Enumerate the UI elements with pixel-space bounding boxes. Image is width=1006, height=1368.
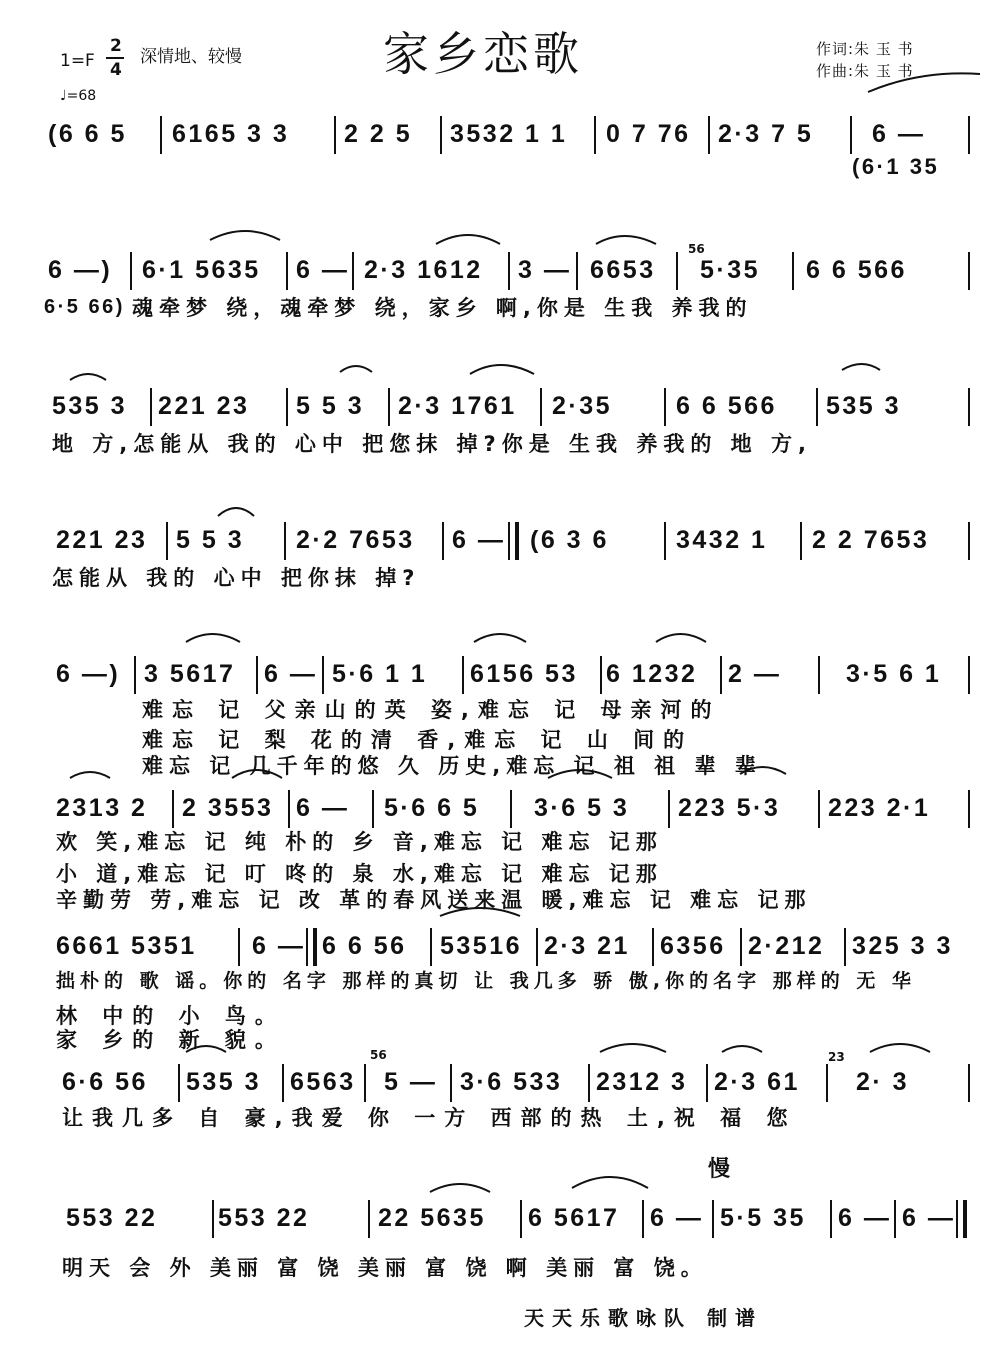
time-denominator: 4	[110, 60, 122, 80]
lyric-line: 魂牵梦 绕，魂牵梦 绕，家乡 啊,你是 生我 养我的	[132, 296, 753, 320]
measure: 553 22	[66, 1204, 158, 1232]
measure: 6156 53	[470, 660, 578, 688]
measure: 2312 3	[596, 1068, 688, 1096]
measure: 5·6 6 5	[384, 794, 480, 822]
slur-icon	[596, 236, 656, 244]
measure: 6 1232	[606, 660, 698, 688]
measure: 6 —	[296, 256, 350, 284]
signature-flourish-icon	[868, 73, 980, 92]
measure: 6 5617	[528, 1204, 620, 1232]
tempo-mark: 慢	[708, 1157, 731, 1182]
measure: 3·6 5 3	[534, 794, 630, 822]
measure: 6165 3 3	[172, 120, 290, 148]
measure: 2313 2	[56, 794, 148, 822]
measure: 6 —	[296, 794, 350, 822]
measure: 535 3	[186, 1068, 262, 1096]
measure: 6 6 566	[676, 392, 777, 420]
measure: 2·3 21	[544, 932, 630, 960]
measure: 2·3 1761	[398, 392, 517, 420]
lyric-line: 难忘 记 几千年的悠 久 历史,难忘 记 祖 祖 辈 辈	[142, 754, 762, 778]
measure: 325 3 3	[852, 932, 953, 960]
slur-icon	[218, 508, 254, 516]
measure: 6563	[290, 1068, 356, 1096]
metronome-mark: ♩=68	[60, 88, 97, 104]
slur-icon	[70, 374, 106, 380]
measure: 223 5·3	[678, 794, 781, 822]
slur-icon	[600, 1044, 666, 1052]
measure: 22 5635	[378, 1204, 486, 1232]
lyric-line: 小 道,难忘 记 叮 咚的 泉 水,难忘 记 难忘 记那	[56, 862, 663, 886]
measure: (6 6 5	[48, 120, 127, 148]
measure: 5 5 3	[296, 392, 365, 420]
key-signature: 1=F	[60, 51, 95, 71]
slur-icon	[548, 770, 612, 778]
lyric-line: 明天 会 外 美丽 富 饶 美丽 富 饶 啊 美丽 富 饶。	[62, 1256, 708, 1280]
measure: 6·6 56	[62, 1068, 148, 1096]
measure: 53516	[440, 932, 523, 960]
measure: 6 —	[650, 1204, 704, 1232]
slur-icon	[186, 1046, 226, 1052]
slur-icon	[740, 767, 786, 774]
slur-icon	[842, 364, 880, 370]
measure: 3·5 6 1	[846, 660, 942, 688]
measure: 221 23	[158, 392, 250, 420]
slur-icon	[474, 634, 526, 642]
slur-icon	[436, 235, 500, 244]
grace-note: 23	[828, 1050, 845, 1064]
measure: 3·6 533	[460, 1068, 563, 1096]
measure: 6356	[660, 932, 726, 960]
measure: 6·5 66)	[44, 296, 125, 318]
lyric-line: 欢 笑,难忘 记 纯 朴的 乡 音,难忘 记 难忘 记那	[56, 830, 663, 854]
grace-note: 56	[688, 242, 705, 256]
measure: 2·3 7 5	[718, 120, 814, 148]
composer-credit: 作曲:朱 玉 书	[816, 62, 914, 80]
measure: 2 2 5	[344, 120, 413, 148]
measure: 2·3 61	[714, 1068, 800, 1096]
lyric-line: 难忘 记 父亲山的英 姿,难忘 记 母亲河的	[142, 698, 721, 722]
expression-mark: 深情地、较慢	[140, 47, 242, 67]
lyric-line: 地 方,怎能从 我的 心中 把您抹 掉?你是 生我 养我的 地 方,	[52, 432, 812, 456]
measure: 6 6 566	[806, 256, 907, 284]
slur-icon	[722, 1046, 762, 1052]
measure: 6 —	[264, 660, 318, 688]
measure: 2·3 1612	[364, 256, 483, 284]
measure: 535 3	[52, 392, 128, 420]
lyric-line: 怎能从 我的 心中 把你抹 掉?	[52, 566, 421, 590]
measure: 6 6 56	[322, 932, 407, 960]
measure: 5·5 35	[720, 1204, 806, 1232]
lyric-line: 辛勤劳 劳,难忘 记 改 革的春风送来温 暖,难忘 记 难忘 记那	[56, 888, 812, 912]
measure: 221 23	[56, 526, 148, 554]
measure: 2 3553	[182, 794, 274, 822]
measure: 2· 3	[856, 1068, 910, 1096]
measure: 5·6 1 1	[332, 660, 428, 688]
measure: 6 —	[872, 120, 926, 148]
lyric-line: 难忘 记 梨 花的清 香,难忘 记 山 间的	[142, 728, 694, 752]
measure: 6 —	[252, 932, 306, 960]
measure: 6661 5351	[56, 932, 197, 960]
measure: 2·2 7653	[296, 526, 415, 554]
slur-icon	[186, 634, 240, 642]
measure: 2 —	[728, 660, 782, 688]
measure: (6 3 6	[530, 526, 609, 554]
slur-icon	[572, 1177, 648, 1188]
measure: 6 —	[838, 1204, 892, 1232]
measure: 0 7 76	[606, 120, 691, 148]
lyric-line: 拙朴的 歌 谣。你的 名字 那样的真切 让 我几多 骄 傲,你的名字 那样的 无 华	[56, 970, 916, 992]
credit-footer: 天天乐歌咏队 制谱	[524, 1306, 763, 1330]
measure: (6·1 35	[852, 154, 940, 179]
measure: 5·35	[700, 256, 761, 284]
lyric-line: 让我几多 自 豪,我爱 你 一方 西部的热 土,祝 福 您	[62, 1106, 797, 1130]
slur-icon	[430, 1184, 490, 1192]
song-title: 家乡恋歌	[383, 27, 583, 81]
measure: 3 —	[518, 256, 572, 284]
lyric-line: 林 中的 小 鸟。	[56, 1004, 285, 1028]
slur-icon	[440, 908, 520, 916]
measure: 6 —	[452, 526, 506, 554]
measure: 6 —)	[48, 256, 113, 284]
measure: 2 2 7653	[812, 526, 930, 554]
measure: 6 —	[902, 1204, 956, 1232]
lyricist-credit: 作词:朱 玉 书	[816, 40, 914, 58]
measure: 223 2·1	[828, 794, 931, 822]
slur-icon	[232, 770, 282, 778]
slur-icon	[70, 772, 110, 778]
measure: 6653	[590, 256, 656, 284]
measure: 2·35	[552, 392, 613, 420]
slur-icon	[210, 231, 280, 240]
measure: 2·212	[748, 932, 825, 960]
measure: 5 5 3	[176, 526, 245, 554]
grace-note: 56	[370, 1048, 387, 1062]
measure: 3 5617	[144, 660, 236, 688]
lyric-line: 家 乡的 新 貌。	[56, 1028, 285, 1052]
slur-icon	[656, 634, 706, 642]
slur-icon	[870, 1044, 930, 1052]
measure: 5 —	[384, 1068, 438, 1096]
measure: 6 —)	[56, 660, 121, 688]
time-numerator: 2	[110, 36, 122, 56]
measure: 535 3	[826, 392, 902, 420]
measure: 553 22	[218, 1204, 310, 1232]
slur-icon	[340, 366, 372, 372]
measure: 3532 1 1	[450, 120, 568, 148]
slur-icon	[470, 365, 534, 374]
measure: 3432 1	[676, 526, 768, 554]
measure: 6·1 5635	[142, 256, 261, 284]
